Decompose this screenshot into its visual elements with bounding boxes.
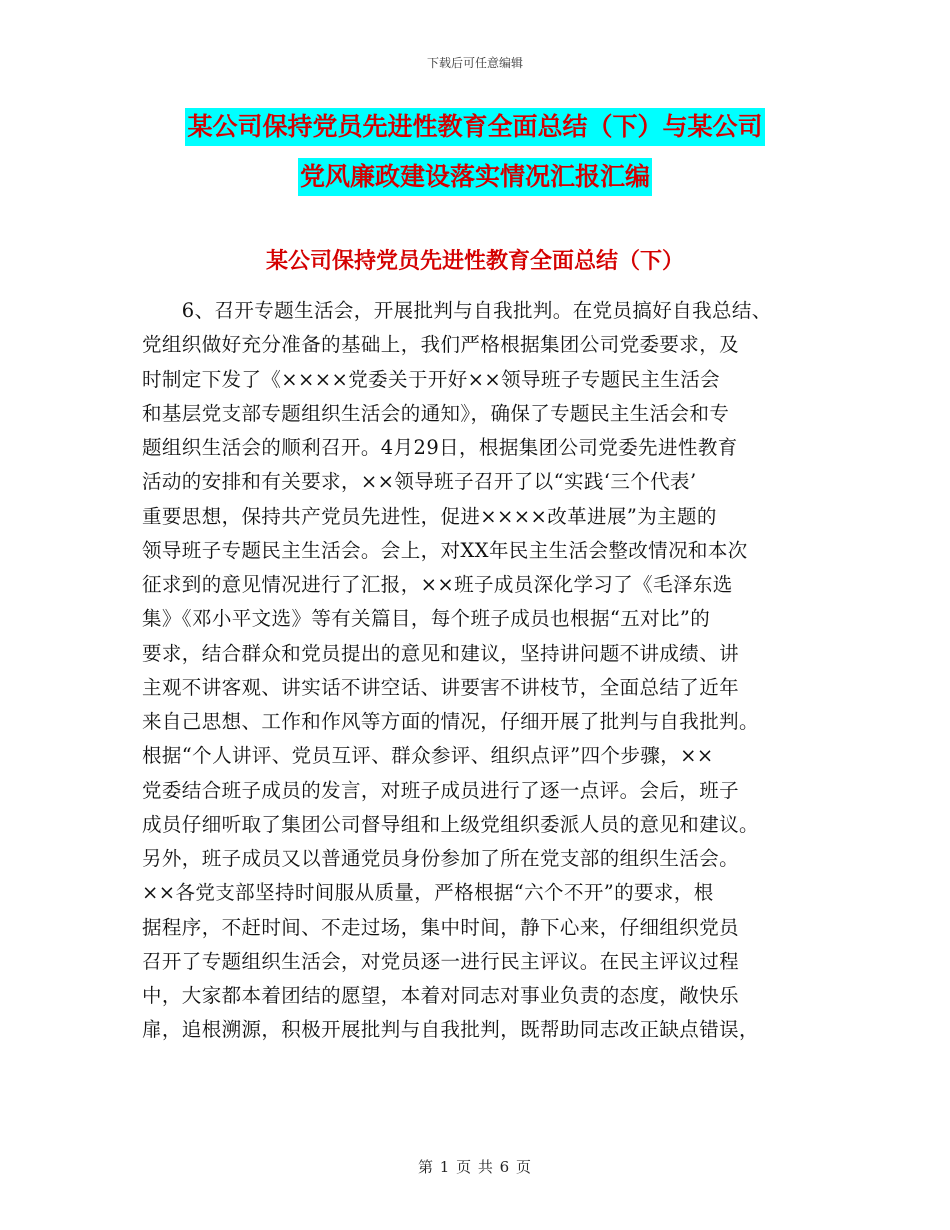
body-line: 和基层党支部专题组织生活会的通知》，确保了专题民主生活会和专 [142, 401, 730, 425]
body-line: 来自己思想、工作和作风等方面的情况，仔细开展了批判与自我批判。 [142, 710, 759, 733]
body-line: 活动的安排和有关要求，××领导班子召开了以“实践‘三个代表’ [142, 470, 697, 494]
document-title-line-2: 党风廉政建设落实情况汇报汇编 [298, 158, 652, 196]
document-title-line-1: 某公司保持党员先进性教育全面总结（下）与某公司 [185, 108, 764, 146]
body-line: 据程序，不赶时间、不走过场，集中时间，静下心来，仔细组织党员 [142, 915, 740, 939]
body-line: 时制定下发了《××××党委关于开好××领导班子专题民主生活会 [142, 367, 721, 391]
body-line: 扉，追根溯源，积极开展批判与自我批判，既帮助同志改正缺点错误， [142, 1018, 759, 1042]
body-line: 党委结合班子成员的发言，对班子成员进行了逐一点评。会后，班子 [142, 778, 740, 802]
document-title [0, 108, 950, 208]
body-line: 召开了专题组织生活会，对党员逐一进行民主评议。在民主评议过程 [142, 949, 740, 973]
body-line: 另外，班子成员又以普通党员身份参加了所在党支部的组织生活会。 [142, 847, 740, 870]
body-line: 题组织生活会的顺利召开。4月29日，根据集团公司党委先进性教育 [142, 436, 738, 459]
header-note: 下载后可任意编辑 [426, 56, 523, 70]
body-line: 要求，结合群众和党员提出的意见和建议，坚持讲问题不讲成绩、讲 [142, 641, 740, 665]
body-line: 6、召开专题生活会，开展批判与自我批判。在党员搞好自我总结、 [142, 299, 772, 322]
section-title: 某公司保持党员先进性教育全面总结（下） [265, 248, 684, 274]
body-line: 中，大家都本着团结的愿望，本着对同志对事业负责的态度，敞快乐 [142, 984, 740, 1007]
body-line: 集》《邓小平文选》等有关篇目，每个班子成员也根据“五对比”的 [142, 607, 711, 631]
body-line: 党组织做好充分准备的基础上，我们严格根据集团公司党委要求，及 [142, 333, 740, 357]
body-line: 领导班子专题民主生活会。会上，对XX年民主生活会整改情况和本次 [142, 538, 748, 562]
body-line: ××各党支部坚持时间服从质量，严格根据“六个不开”的要求，根 [142, 881, 714, 905]
body-text [142, 294, 832, 1048]
body-line: 重要思想，保持共产党员先进性，促进××××改革进展”为主题的 [142, 504, 717, 528]
body-line: 根据“个人讲评、党员互评、群众参评、组织点评”四个步骤，×× [142, 744, 714, 768]
page-footer: 第 1 页 共 6 页 [418, 1158, 532, 1176]
body-line: 主观不讲客观、讲实话不讲空话、讲要害不讲枝节，全面总结了近年 [142, 675, 740, 699]
body-line: 征求到的意见情况进行了汇报，××班子成员深化学习了《毛泽东选 [142, 573, 733, 596]
body-line: 成员仔细听取了集团公司督导组和上级党组织委派人员的意见和建议。 [142, 812, 759, 836]
